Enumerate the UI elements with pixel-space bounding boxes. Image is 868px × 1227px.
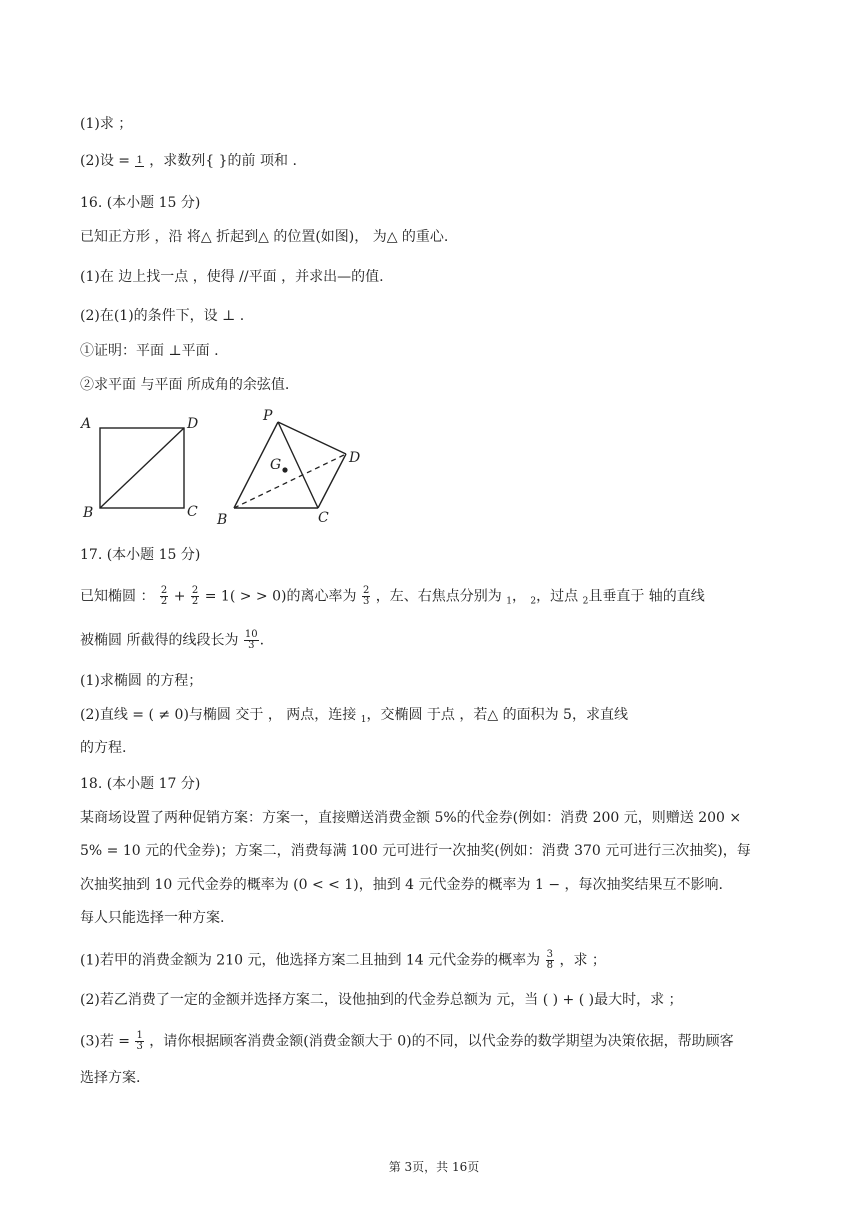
square-diagonal	[100, 428, 184, 508]
label-b: B	[83, 505, 94, 521]
label-g: G	[270, 457, 282, 473]
q18-part2: (2)若乙消费了一定的金额并选择方案二，设他抽到的代金券总额为 元，当 ( ) + ( )最大时，求 ；	[80, 992, 683, 1008]
q17-header: 17. (本小题 15 分)	[80, 547, 201, 563]
edge-bd-hidden	[234, 454, 346, 508]
q17-f2-sub: 2	[530, 596, 537, 607]
q18-l2: 5% = 10 元的代金券)；方案二，消费每满 100 元可进行一次抽奖(例如：消费 370 元可进行三次抽奖)，每	[80, 843, 751, 859]
page-footer: 第 3页，共 16页	[388, 1160, 480, 1174]
q15-part1: (1)求 ；	[80, 116, 133, 132]
q15-part2-a: (2)设 =	[80, 153, 131, 169]
q16-sub1: ①证明：平面 ⊥平面 .	[80, 343, 219, 359]
q17-ecc-den: 3	[362, 596, 370, 607]
q17-f1-sub: 1	[506, 596, 512, 607]
label-c2: C	[318, 510, 329, 526]
label-d2: D	[349, 450, 361, 466]
q15-fraction-num: 1	[136, 154, 143, 166]
q16-header: 16. (本小题 15 分)	[80, 195, 201, 211]
q17-part1: (1)求椭圆 的方程；	[80, 673, 203, 689]
label-p: P	[263, 408, 273, 424]
q16-sub2: ②求平面 与平面 所成角的余弦值.	[80, 377, 290, 393]
q18-part3-b: ，请你根据顾客消费金额(消费金额大于 0)的不同，以代金券的数学期望为决策依据，帮助顾客	[149, 1033, 734, 1050]
label-b2: B	[217, 512, 228, 528]
q17-part2	[80, 706, 628, 729]
centroid-point	[282, 467, 287, 472]
q17-part2-sub: 1	[360, 715, 367, 725]
edge-cd	[318, 454, 346, 508]
q17-stem: 已知椭圆 ： $\frac{2}{2}$ + $\frac{2}{2}$ = 1( > > 0)的离心率为 $\frac{2}{3}$ ，左、右焦点分别为 $_1$， $_2$，过点 $_2$且垂直于 轴的直线	[80, 585, 705, 607]
q18-part3	[80, 1031, 734, 1052]
q18-header: 18. (本小题 17 分)	[80, 776, 201, 792]
label-a: A	[81, 416, 92, 432]
q18-l4: 每人只能选择一种方案.	[80, 910, 225, 926]
q17-frac1-den: 2	[160, 596, 168, 607]
q18-part1-a: (1)若甲的消费金额为 210 元，他选择方案二且抽到 14 元代金券的概率为	[80, 952, 541, 969]
q18-p3-den: 3	[136, 1041, 143, 1052]
q15-part2-b: ，求数列{ }的前 项和 .	[149, 153, 297, 169]
q17-part2-c: 的面积为 5，求直线	[502, 707, 628, 723]
label-c: C	[187, 504, 198, 520]
q17-part2-b: ，交椭圆 于点 ，若△	[366, 707, 499, 723]
q15-fraction	[135, 156, 143, 167]
q17-line2: 被椭圆 所截得的线段长为 $\frac{10}{3}$ .	[80, 629, 265, 651]
q17-stem-b: = 1( > > 0)的离心率为	[204, 588, 357, 605]
q17-eccentricity	[362, 586, 370, 607]
q17-stem-a: 已知椭圆 ：	[80, 588, 155, 605]
edge-pd	[278, 422, 346, 454]
q17-part2-a: (2)直线 = ( ≠ 0)与椭圆 交于 ， 两点，连接	[80, 707, 357, 723]
q18-part3-line2: 选择方案.	[80, 1070, 141, 1086]
q15-part2	[80, 152, 297, 170]
edge-pc	[278, 422, 318, 508]
q17-len-num: 10	[244, 629, 258, 640]
q17-line2-a: 被椭圆 所截得的线段长为	[80, 632, 239, 649]
q16-figure-pyramid	[212, 404, 372, 528]
q18-part3-a: (3)若 =	[80, 1033, 131, 1050]
q18-p3-frac	[135, 1031, 143, 1052]
q17-len-den: 3	[248, 640, 255, 651]
q16-stem: 已知正方形 ，沿 将△ 折起到△ 的位置(如图)， 为△ 的重心.	[80, 229, 449, 245]
q17-plus: +	[173, 588, 186, 605]
q18-l3: 次抽奖抽到 10 元代金券的概率为 (0 < < 1)，抽到 4 元代金券的概率为 1 − ，每次抽奖结果互不影响.	[80, 877, 723, 893]
q17-frac1	[160, 586, 168, 607]
q17-stem-c: ，左、右焦点分别为	[375, 588, 502, 605]
q17-frac2-num: 2	[191, 585, 199, 596]
q17-frac2-den: 2	[191, 596, 199, 607]
q17-length	[244, 630, 259, 651]
q18-p1-num: 3	[546, 949, 553, 960]
q17-stem-e: 且垂直于 轴的直线	[588, 588, 705, 605]
q18-p3-num: 1	[136, 1030, 143, 1041]
q17-frac1-num: 2	[160, 585, 168, 596]
label-d: D	[187, 416, 199, 432]
q18-part1	[80, 950, 606, 971]
q17-ecc-num: 2	[362, 585, 370, 596]
q18-part1-b: ，求 ；	[559, 952, 606, 969]
q16-figure-square	[76, 412, 206, 524]
q17-f2b-sub: 2	[582, 596, 589, 607]
q17-part2-line2: 的方程.	[80, 740, 127, 756]
q16-part1: (1)在 边上找一点 ，使得 //平面 ，并求出—的值.	[80, 269, 384, 285]
q18-l1: 某商场设置了两种促销方案：方案一，直接赠送消费金额 5%的代金券(例如：消费 200 元，则赠送 200 ×	[80, 810, 742, 826]
q17-stem-d: ，过点	[536, 588, 579, 605]
q18-p1-frac	[546, 950, 554, 971]
q16-part2: (2)在(1)的条件下，设 ⊥ .	[80, 308, 245, 324]
q18-p1-den: 8	[546, 960, 553, 971]
q17-frac2	[191, 586, 199, 607]
